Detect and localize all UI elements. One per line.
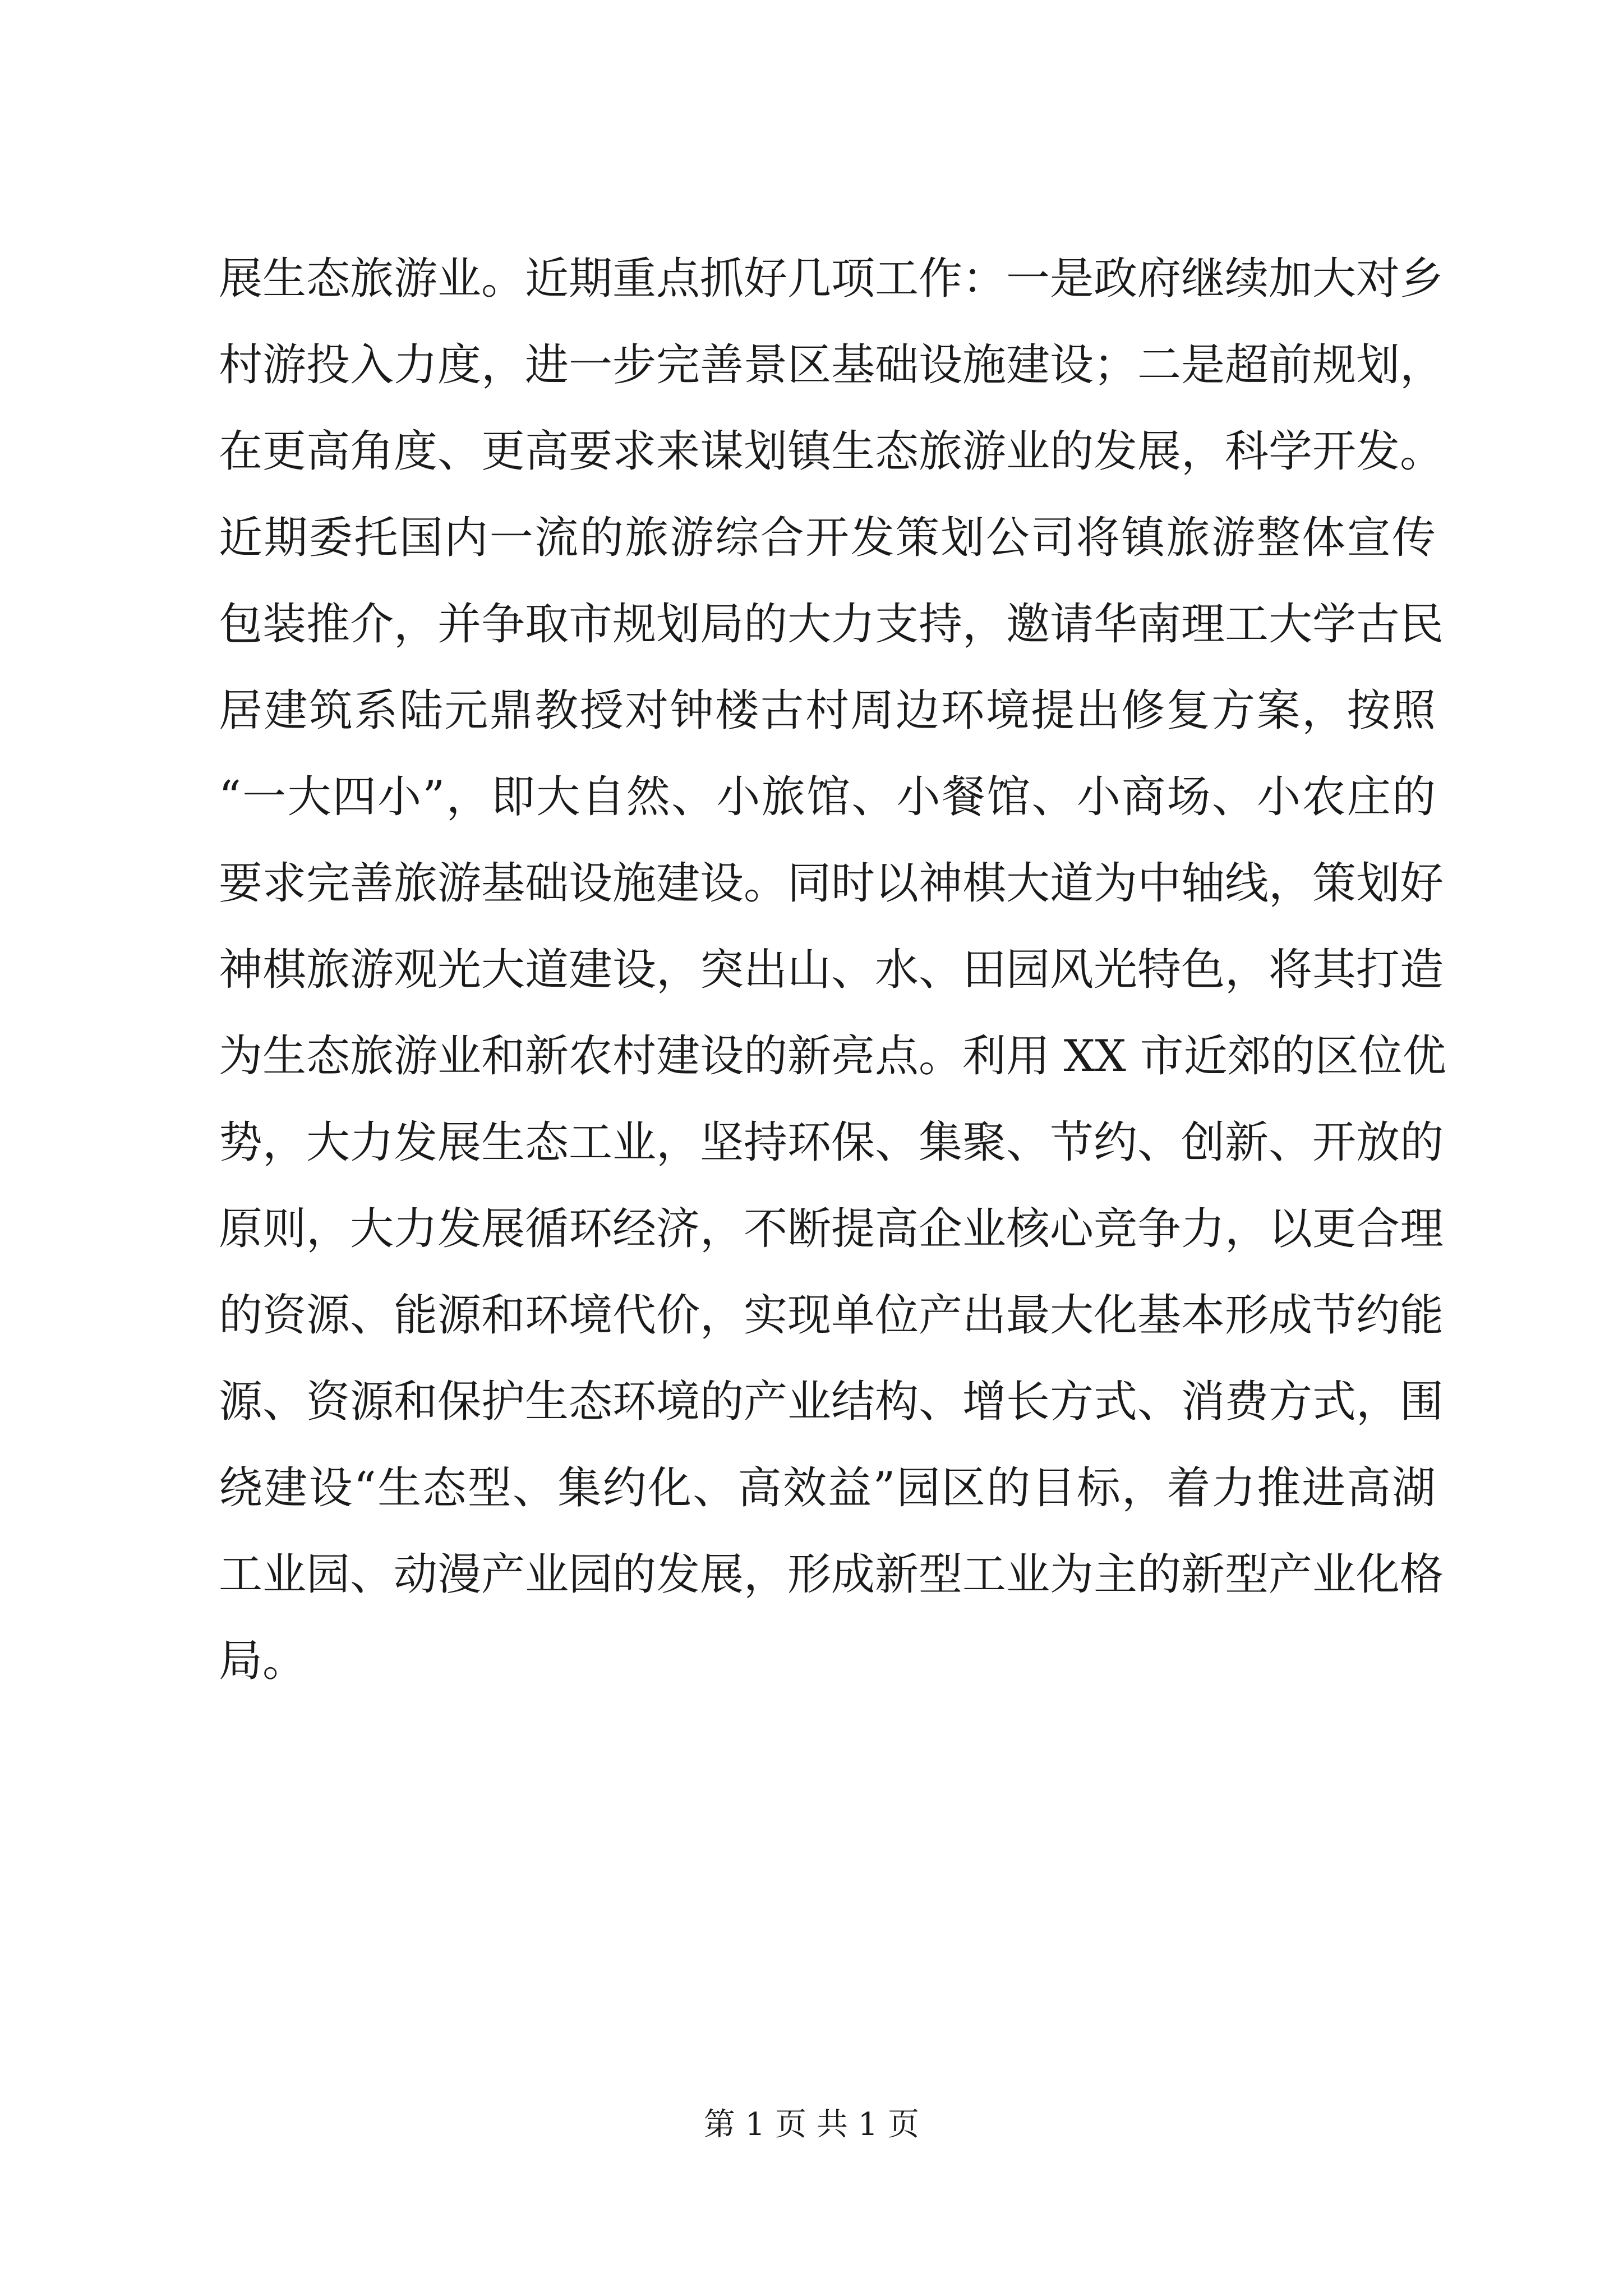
text-line: 包装推介，并争取市规划局的大力支持，邀请华南理工大学古民	[219, 599, 1444, 650]
text-line: 居建筑系陆元鼎教授对钟楼古村周边环境提出修复方案，按照	[219, 685, 1436, 736]
text-line: 的资源、能源和环境代价，实现单位产出最大化基本形成节约能	[219, 1290, 1444, 1341]
text-line: 要求完善旅游基础设施建设。同时以神棋大道为中轴线，策划好	[219, 858, 1444, 909]
text-line: 绕建设“生态型、集约化、高效益”园区的目标，着力推进高湖	[219, 1463, 1436, 1513]
text-line: “一大四小”，即大自然、小旅馆、小餐馆、小商场、小农庄的	[219, 772, 1436, 822]
text-line: 源、资源和保护生态环境的产业结构、增长方式、消费方式，围	[219, 1377, 1444, 1427]
text-line: 原则，大力发展循环经济，不断提高企业核心竞争力，以更合理	[219, 1204, 1444, 1254]
text-line: 展生态旅游业。近期重点抓好几项工作：一是政府继续加大对乡	[219, 254, 1444, 304]
body-paragraph	[219, 254, 1446, 1726]
page-footer: 第 1 页 共 1 页	[703, 2106, 920, 2143]
text-line: 局。	[219, 1636, 307, 1686]
text-line: 村游投入力度，进一步完善景区基础设施建设；二是超前规划，	[219, 340, 1444, 390]
text-line: 势，大力发展生态工业，坚持环保、集聚、节约、创新、开放的	[219, 1117, 1444, 1168]
text-line: 神棋旅游观光大道建设，突出山、水、田园风光特色，将其打造	[219, 945, 1444, 995]
text-line: 为生态旅游业和新农村建设的新亮点。利用 XX 市近郊的区位优	[219, 1031, 1446, 1082]
text-line: 工业园、动漫产业园的发展，形成新型工业为主的新型产业化格	[219, 1549, 1444, 1600]
text-line: 近期委托国内一流的旅游综合开发策划公司将镇旅游整体宣传	[219, 513, 1436, 563]
text-line: 在更高角度、更高要求来谋划镇生态旅游业的发展，科学开发。	[219, 426, 1444, 477]
